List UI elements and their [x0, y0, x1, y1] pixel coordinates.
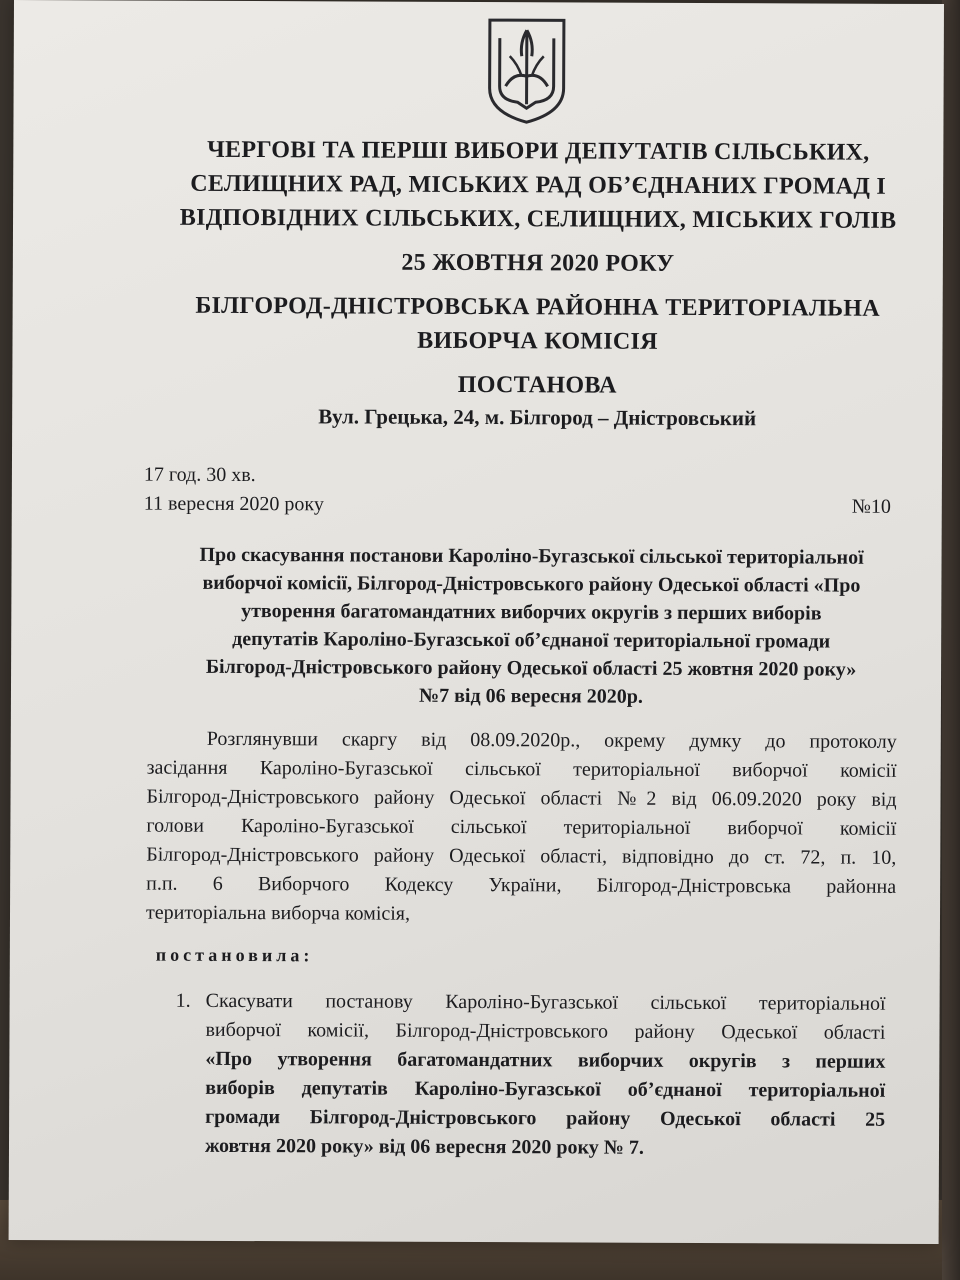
- election-header-line-3: ВІДПОВІДНИХ СІЛЬСЬКИХ, СЕЛИЩНИХ, МІСЬКИХ ГОЛІВ: [179, 204, 897, 234]
- body-line: засідання Кароліно-Бугазської сільської територіальної виборчої комісії: [146, 756, 897, 782]
- meta-time: 17 год. 30 хв.: [143, 463, 256, 487]
- commission-name-line-1: БІЛГОРОД-ДНІСТРОВСЬКА РАЙОННА ТЕРИТОРІАЛЬНА: [195, 292, 880, 322]
- commission-name-line-2: ВИБОРЧА КОМІСІЯ: [417, 327, 658, 355]
- body-line: голови Кароліно-Бугазської сільської територіальної виборчої комісії: [146, 814, 897, 840]
- subject-line: №7 від 06 вересня 2020р.: [418, 684, 643, 708]
- subject-line: Білгород-Дністровського району Одеської області 25 жовтня 2020 року»: [205, 655, 857, 681]
- body-line: Білгород-Дністровського району Одеської області №2 від 06.09.2020 року від: [146, 785, 897, 811]
- body-line: територіальна виборча комісія,: [145, 901, 411, 925]
- subject-line: виборчої комісії, Білгород-Дністровського району Одеської області «Про: [202, 571, 861, 597]
- meta-date: 11 вересня 2020 року: [143, 492, 324, 516]
- subject-line: Про скасування постанови Кароліно-Бугазської сільської територіальної: [199, 543, 864, 569]
- item-line: жовтня 2020 року» від 06 вересня 2020 року № 7.: [204, 1134, 644, 1159]
- document-page: [9, 0, 944, 1244]
- election-date: 25 ЖОВТНЯ 2020 РОКУ: [401, 249, 675, 277]
- item-line: громади Білгород-Дністровського району Одеської області 25: [205, 1105, 886, 1131]
- item-line: «Про утворення багатомандатних виборчих округів з перших: [205, 1047, 886, 1073]
- election-header-line-2: СЕЛИЩНИХ РАД, МІСЬКИХ РАД ОБ’ЄДНАНИХ ГРОМАД І: [190, 170, 887, 200]
- address: Вул. Грецька, 24, м. Білгород – Дністровський: [318, 404, 757, 431]
- tryzub-emblem-icon: [483, 16, 569, 126]
- body-line: Білгород-Дністровського району Одеської області, відповідно до ст. 72, п. 10,: [146, 843, 897, 869]
- background-edge: [942, 0, 960, 1280]
- body-line: Розглянувши скаргу від 08.09.2020р., окрему думку до протоколу: [206, 727, 897, 753]
- subject-line: депутатів Кароліно-Бугазської об’єднаної територіальної громади: [232, 627, 831, 653]
- item-line: Скасувати постанову Кароліно-Бугазської сільської територіальної: [205, 989, 886, 1015]
- election-header-line-1: ЧЕРГОВІ ТА ПЕРШІ ВИБОРИ ДЕПУТАТІВ СІЛЬСЬКИХ,: [207, 136, 870, 166]
- subject-line: утворення багатомандатних виборчих округів з перших виборів: [241, 599, 822, 625]
- body-line: п.п. 6 Виборчого Кодексу України, Білгород-Дністровська районна: [146, 872, 897, 898]
- item-line: виборчої комісії, Білгород-Дністровського району Одеської області: [205, 1018, 886, 1044]
- document-number: №10: [851, 495, 891, 518]
- item-number: 1.: [175, 989, 191, 1012]
- document-type: ПОСТАНОВА: [457, 371, 617, 399]
- item-line: виборів депутатів Кароліно-Бугазської об’єднаної територіальної: [205, 1076, 886, 1102]
- resolved-label: постановила:: [155, 944, 314, 966]
